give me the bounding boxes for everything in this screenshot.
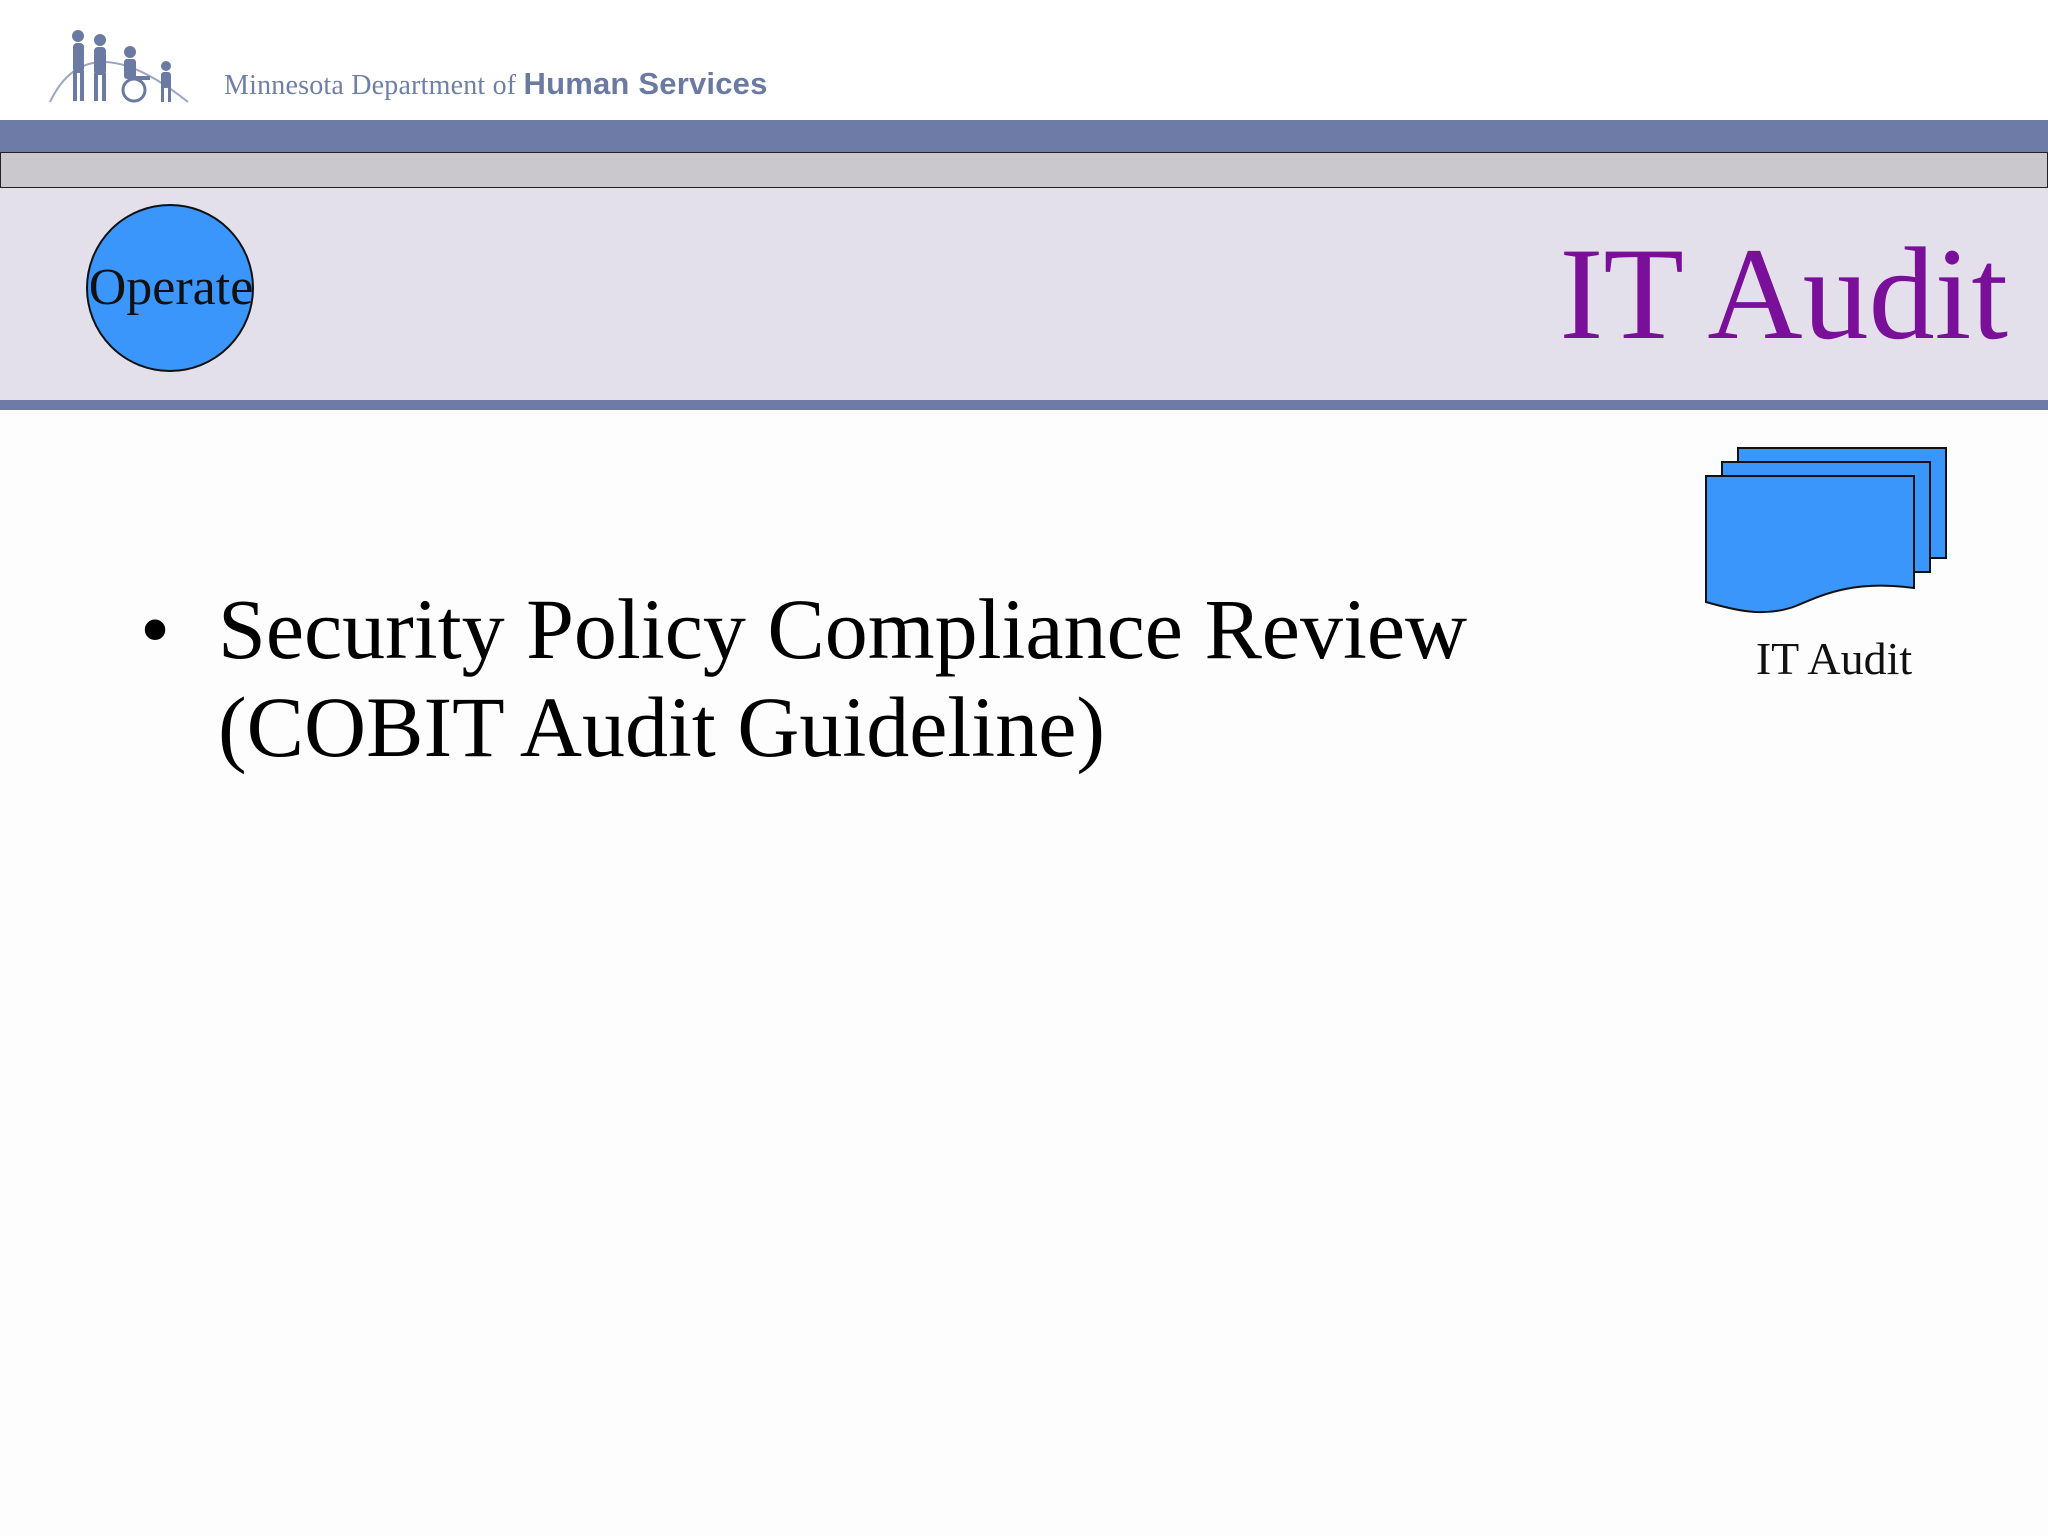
slide-title: IT Audit (1559, 220, 2008, 367)
document-caption: IT Audit (1755, 633, 1913, 684)
org-name-prefix: Minnesota Department of (224, 70, 524, 101)
header-band (0, 120, 2048, 152)
header (0, 0, 2048, 120)
org-name (224, 66, 768, 102)
bullet-text-line-2: (COBIT Audit Guideline) (218, 679, 1106, 775)
bullet-icon: • (140, 581, 171, 677)
operate-stage-label: Operate (88, 259, 254, 316)
title-band-rule (0, 400, 2048, 410)
org-name-strong: Human Services (523, 66, 768, 101)
list-item (140, 580, 1600, 776)
bullet-text-line-1: Security Policy Compliance Review (218, 581, 1468, 677)
family-figures-icon (48, 26, 194, 106)
header-gray-bar (0, 152, 2048, 188)
multi-document-icon (1704, 444, 1948, 618)
bullet-list (140, 580, 1600, 776)
